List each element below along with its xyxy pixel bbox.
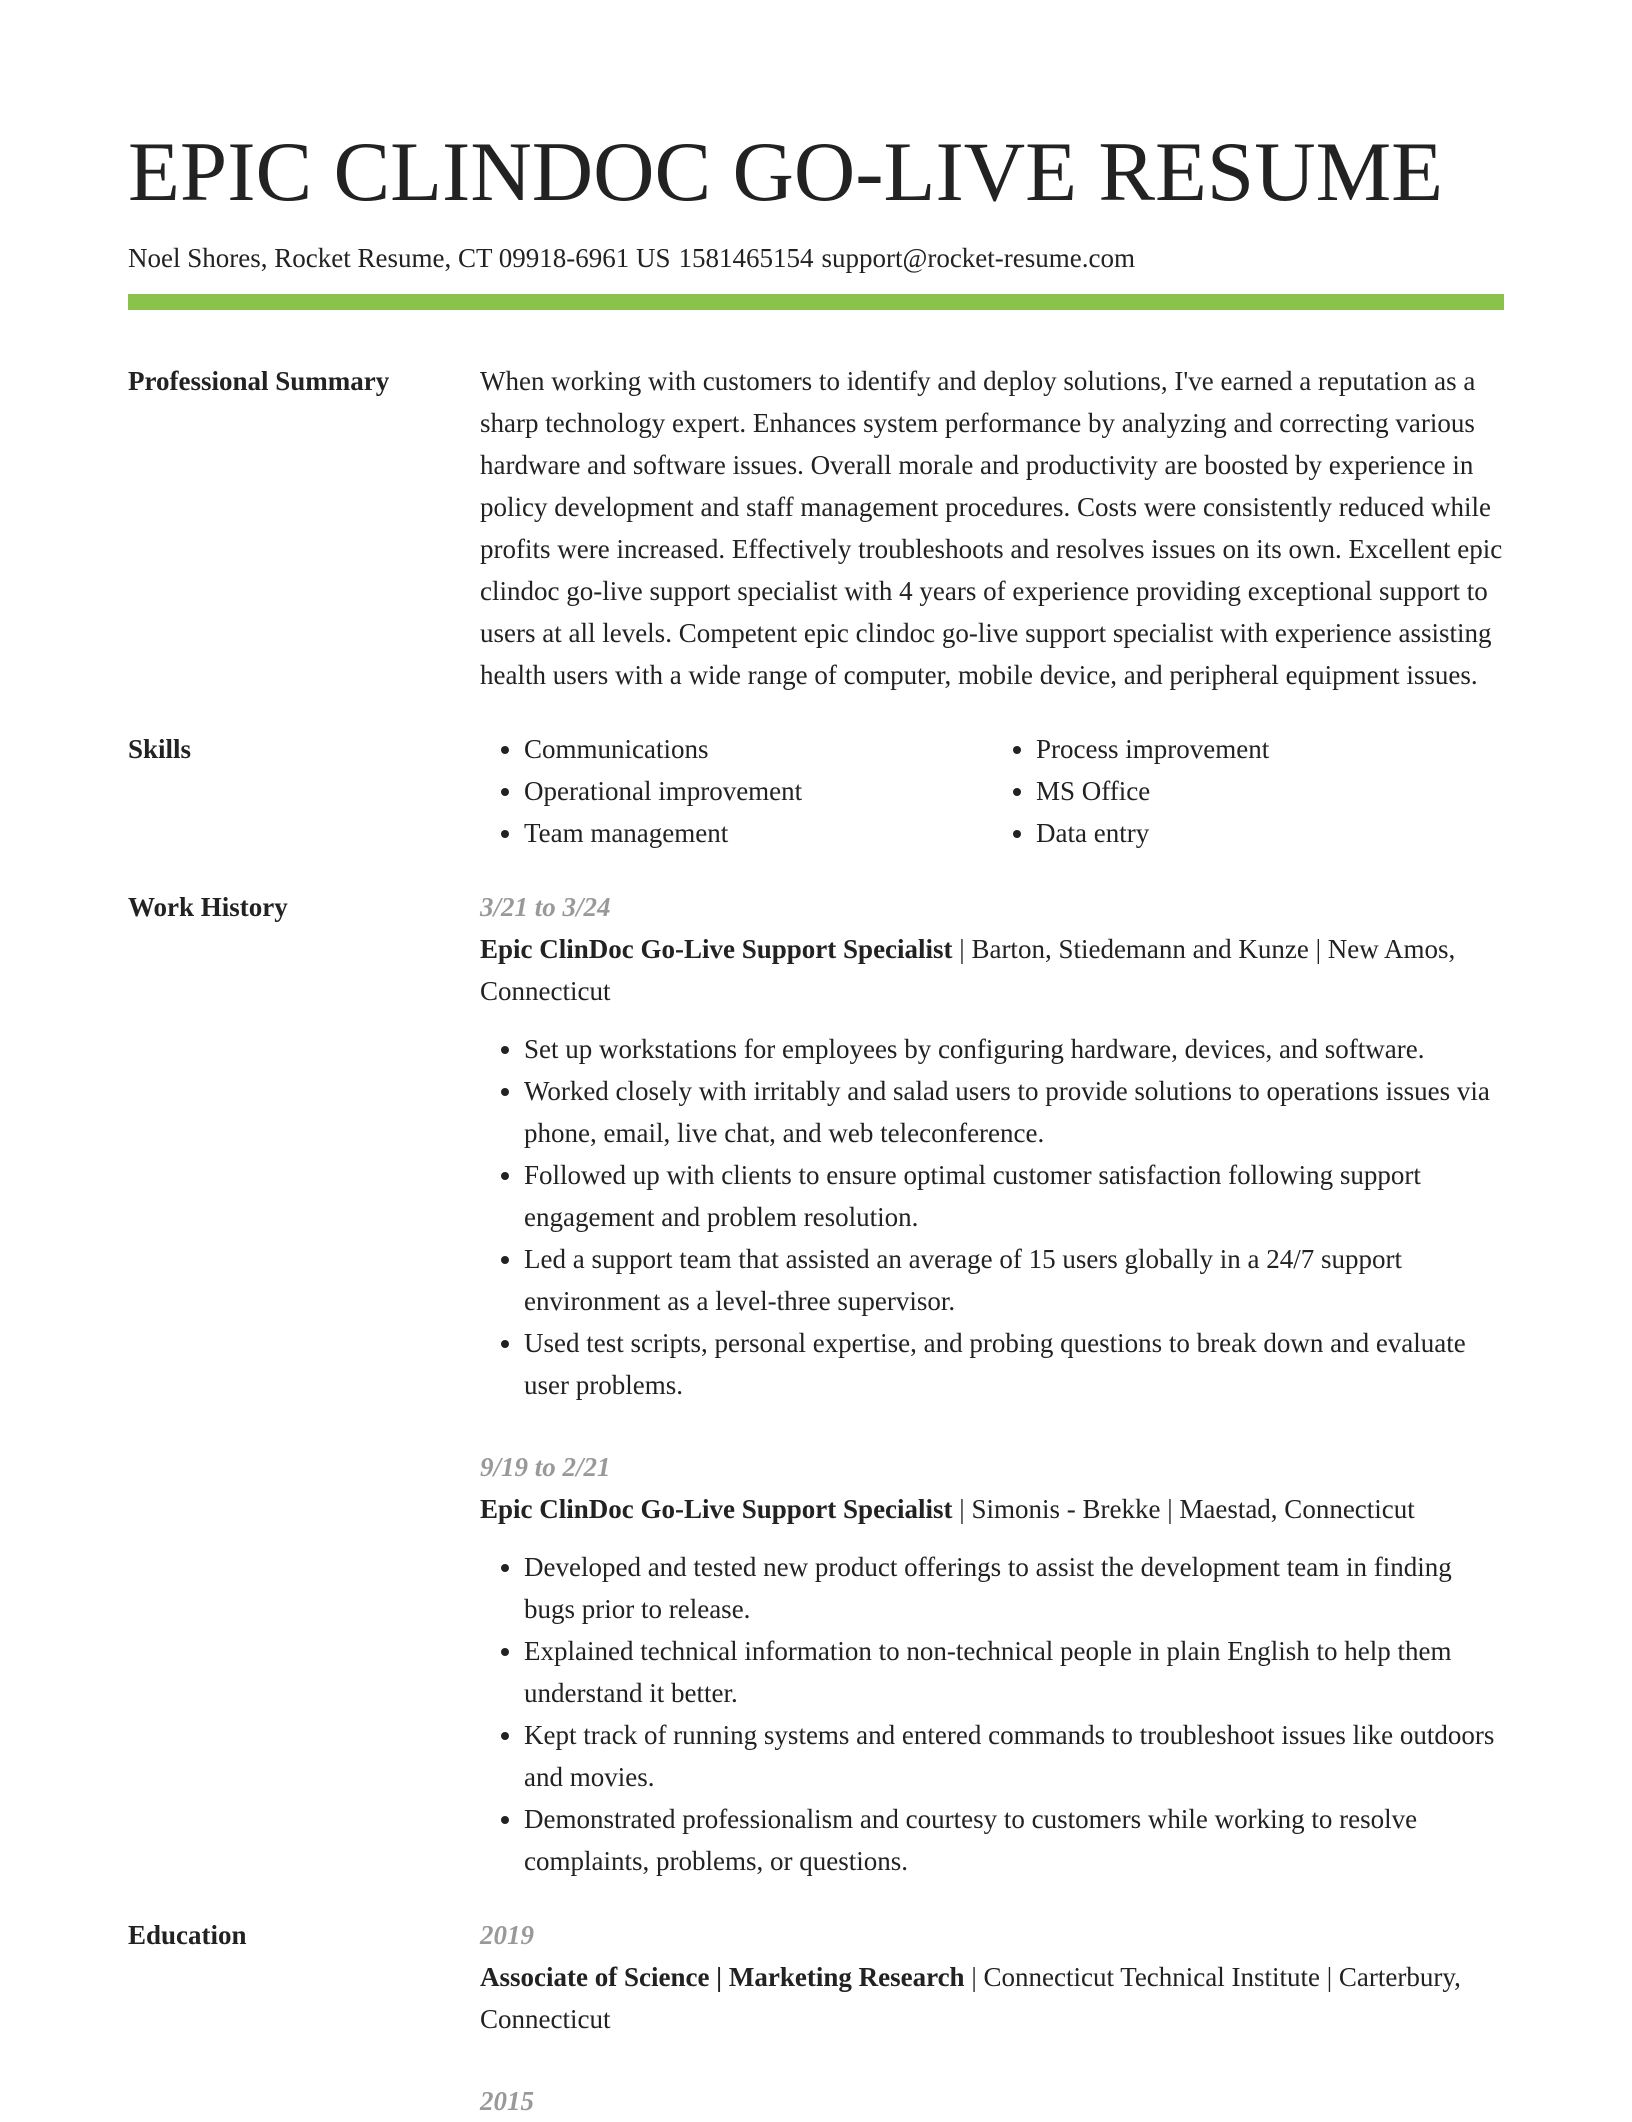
contact-line bbox=[128, 240, 1504, 276]
job-title: Epic ClinDoc Go-Live Support Specialist bbox=[480, 934, 953, 964]
job-bullet: • Kept track of running systems and entered commands to troubleshoot issues like outdoors and movies. bbox=[524, 1714, 1504, 1798]
work-history-section bbox=[128, 886, 1504, 1882]
skill-item: • MS Office bbox=[1036, 770, 1504, 812]
skills-section bbox=[128, 728, 1504, 854]
resume-page bbox=[128, 0, 1504, 2122]
education-body bbox=[480, 1914, 1504, 2122]
job-bullets bbox=[480, 1028, 1504, 1406]
job-title: Epic ClinDoc Go-Live Support Specialist bbox=[480, 1494, 953, 1524]
education-school-location: | Connecticut Technical Institute | Carterbury, Connecticut bbox=[480, 1962, 1461, 2034]
skill-item: • Communications bbox=[524, 728, 992, 770]
education-entry bbox=[480, 2080, 1504, 2122]
job-employer-location: | Simonis - Brekke | Maestad, Connecticut bbox=[952, 1494, 1415, 1524]
contact-name-address: Noel Shores, Rocket Resume, CT 09918-6961 US bbox=[128, 243, 671, 273]
work-history-body bbox=[480, 886, 1504, 1882]
job-bullet: • Set up workstations for employees by configuring hardware, devices, and software. bbox=[524, 1028, 1504, 1070]
education-year: 2015 bbox=[480, 2086, 534, 2116]
work-history-heading: Work History bbox=[128, 892, 288, 922]
job-entry bbox=[480, 1446, 1504, 1882]
job-bullet: • Explained technical information to non-technical people in plain English to help them understand it better. bbox=[524, 1630, 1504, 1714]
header-divider bbox=[128, 294, 1504, 310]
job-bullets bbox=[480, 1546, 1504, 1882]
job-bullet: • Followed up with clients to ensure optimal customer satisfaction following support engagement and problem resolution. bbox=[524, 1154, 1504, 1238]
job-dates: 9/19 to 2/21 bbox=[480, 1452, 611, 1482]
skill-item: • Operational improvement bbox=[524, 770, 992, 812]
skills-body bbox=[480, 728, 1504, 854]
skill-item: • Team management bbox=[524, 812, 992, 854]
resume-title: EPIC CLINDOC GO-LIVE RESUME bbox=[128, 125, 1444, 219]
skills-heading: Skills bbox=[128, 734, 192, 764]
education-degree-line bbox=[480, 1956, 1504, 2040]
summary-section bbox=[128, 360, 1504, 696]
education-degree: Associate of Science | Marketing Research bbox=[480, 1962, 965, 1992]
education-section bbox=[128, 1914, 1504, 2122]
education-heading: Education bbox=[128, 1920, 247, 1950]
summary-heading: Professional Summary bbox=[128, 366, 390, 396]
summary-text: When working with customers to identify and deploy solutions, I've earned a reputation as a sharp technology expert. Enhances system performance by analyzing and correcting various hardware and software issues. Overall morale and productivity are boosted by experience in policy development and staff management procedures. Costs were consistently reduced while profits were increased. Effectively troubleshoots and resolves issues on its own. Excellent epic clindoc go-live support specialist with 4 years of experience providing exceptional support to users at all levels. Competent epic clindoc go-live support specialist with experience assisting health users with a wide range of computer, mobile device, and peripheral equipment issues. bbox=[480, 366, 1503, 690]
job-bullet: • Used test scripts, personal expertise, and probing questions to break down and evaluate user problems. bbox=[524, 1322, 1504, 1406]
job-bullet: • Demonstrated professionalism and courtesy to customers while working to resolve complaints, problems, or questions. bbox=[524, 1798, 1504, 1882]
job-role-line bbox=[480, 1488, 1504, 1530]
job-bullet: • Led a support team that assisted an average of 15 users globally in a 24/7 support environment as a level-three supervisor. bbox=[524, 1238, 1504, 1322]
job-bullet: • Developed and tested new product offerings to assist the development team in finding bugs prior to release. bbox=[524, 1546, 1504, 1630]
job-entry bbox=[480, 886, 1504, 1406]
skills-list-right bbox=[992, 728, 1504, 854]
skills-list-left bbox=[480, 728, 992, 854]
skill-item: • Data entry bbox=[1036, 812, 1504, 854]
skills-grid bbox=[480, 728, 1504, 854]
job-employer-location: | Barton, Stiedemann and Kunze | New Amos, Connecticut bbox=[480, 934, 1456, 1006]
education-year: 2019 bbox=[480, 1920, 534, 1950]
contact-phone: 1581465154 bbox=[678, 243, 814, 273]
job-role-line bbox=[480, 928, 1504, 1012]
skill-item: • Process improvement bbox=[1036, 728, 1504, 770]
job-dates: 3/21 to 3/24 bbox=[480, 892, 611, 922]
contact-email[interactable]: support@rocket-resume.com bbox=[821, 243, 1135, 273]
job-bullet: • Worked closely with irritably and salad users to provide solutions to operations issues via phone, email, live chat, and web teleconference. bbox=[524, 1070, 1504, 1154]
education-entry bbox=[480, 1914, 1504, 2040]
